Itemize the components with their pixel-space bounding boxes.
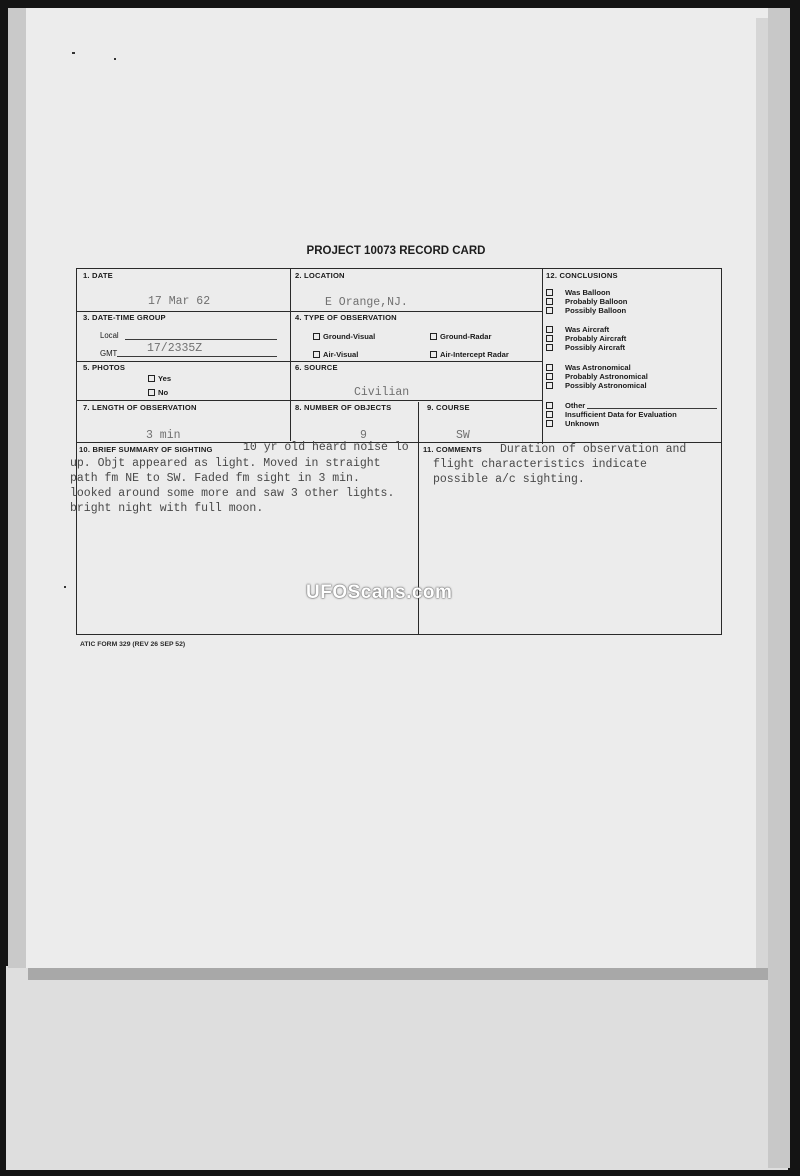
- checkbox: [546, 411, 553, 418]
- comments-line: Duration of observation and: [500, 443, 687, 456]
- divider: [77, 400, 543, 401]
- checkbox: [546, 420, 553, 427]
- checkbox: [546, 364, 553, 371]
- summary-label: 10. BRIEF SUMMARY OF SIGHTING: [79, 445, 213, 454]
- checkbox: [546, 373, 553, 380]
- course-value: SW: [456, 429, 470, 442]
- checkbox: [430, 333, 437, 340]
- course-label: 9. COURSE: [427, 403, 470, 412]
- gmt-line: [117, 356, 277, 357]
- conclusion-text: Other: [565, 401, 586, 410]
- conclusion-text: Unknown: [565, 419, 600, 428]
- checkbox: [148, 375, 155, 382]
- photos-option: Yes: [158, 374, 172, 383]
- summary-line: path fm NE to SW. Faded fm sight in 3 min.: [70, 472, 360, 485]
- conclusion-text: Was Astronomical: [565, 363, 631, 372]
- checkbox: [546, 382, 553, 389]
- checkbox: [546, 307, 553, 314]
- lower-sheet: [6, 966, 788, 1170]
- obs-option: Air-Visual: [323, 350, 359, 359]
- checkbox: [546, 326, 553, 333]
- form-id: ATIC FORM 329 (REV 26 SEP 52): [80, 641, 186, 648]
- length-label: 7. LENGTH OF OBSERVATION: [83, 403, 197, 412]
- conclusion-text: Possibly Aircraft: [565, 343, 626, 352]
- obs-option: Air-Intercept Radar: [440, 350, 509, 359]
- scan-right-margin: [768, 8, 790, 1168]
- length-value: 3 min: [146, 429, 181, 442]
- date-label: 1. DATE: [83, 271, 113, 280]
- checkbox: [313, 351, 320, 358]
- checkbox: [546, 298, 553, 305]
- scan-speck: [114, 58, 116, 60]
- comments-line: flight characteristics indicate: [433, 458, 647, 471]
- other-line: [587, 408, 717, 409]
- local-line: [125, 339, 277, 340]
- date-value: 17 Mar 62: [148, 295, 211, 308]
- conclusion-text: Was Balloon: [565, 288, 611, 297]
- number-label: 8. NUMBER OF OBJECTS: [295, 403, 392, 412]
- photos-option: No: [158, 388, 169, 397]
- checkbox: [430, 351, 437, 358]
- dtg-label: 3. DATE-TIME GROUP: [83, 313, 166, 322]
- number-value: 9: [360, 429, 367, 442]
- summary-line: bright night with full moon.: [70, 502, 264, 515]
- divider: [290, 269, 291, 441]
- photos-label: 5. PHOTOS: [83, 363, 126, 372]
- scan-speck: [64, 586, 66, 588]
- obs-option: Ground-Visual: [323, 332, 376, 341]
- comments-label: 11. COMMENTS: [423, 445, 482, 454]
- conclusion-text: Probably Balloon: [565, 297, 628, 306]
- conclusion-text: Possibly Balloon: [565, 306, 627, 315]
- card-title: PROJECT 10073 RECORD CARD: [306, 245, 486, 257]
- page-right-edge: [756, 18, 768, 968]
- watermark: UFOScans.com: [306, 582, 453, 603]
- comments-line: possible a/c sighting.: [433, 473, 585, 486]
- scan-speck: [72, 52, 75, 54]
- divider: [77, 311, 543, 312]
- conclusion-text: Probably Astronomical: [565, 372, 648, 381]
- gmt-value: 17/2335Z: [147, 342, 203, 355]
- conclusions-label: 12. CONCLUSIONS: [546, 271, 618, 280]
- obs-option: Ground-Radar: [440, 332, 492, 341]
- source-value: Civilian: [354, 386, 410, 399]
- obs-type-label: 4. TYPE OF OBSERVATION: [295, 313, 397, 322]
- local-label: Local: [100, 331, 119, 340]
- divider: [542, 269, 543, 444]
- checkbox: [546, 344, 553, 351]
- summary-line: 10 yr old heard noise lo: [243, 441, 409, 454]
- summary-line: looked around some more and saw 3 other lights.: [70, 487, 395, 500]
- page-left-shadow: [8, 8, 26, 968]
- gmt-label: GMT: [100, 349, 118, 358]
- conclusion-text: Insufficient Data for Evaluation: [565, 410, 677, 419]
- lower-sheet-edge: [28, 968, 768, 980]
- conclusion-text: Was Aircraft: [565, 325, 610, 334]
- location-label: 2. LOCATION: [295, 271, 345, 280]
- checkbox: [546, 289, 553, 296]
- divider: [77, 361, 543, 362]
- summary-line: up. Objt appeared as light. Moved in straight: [70, 457, 381, 470]
- location-value: E Orange,NJ.: [325, 296, 408, 309]
- checkbox: [313, 333, 320, 340]
- conclusion-text: Probably Aircraft: [565, 334, 627, 343]
- checkbox: [546, 402, 553, 409]
- source-label: 6. SOURCE: [295, 363, 338, 372]
- checkbox: [148, 389, 155, 396]
- checkbox: [546, 335, 553, 342]
- conclusion-text: Possibly Astronomical: [565, 381, 647, 390]
